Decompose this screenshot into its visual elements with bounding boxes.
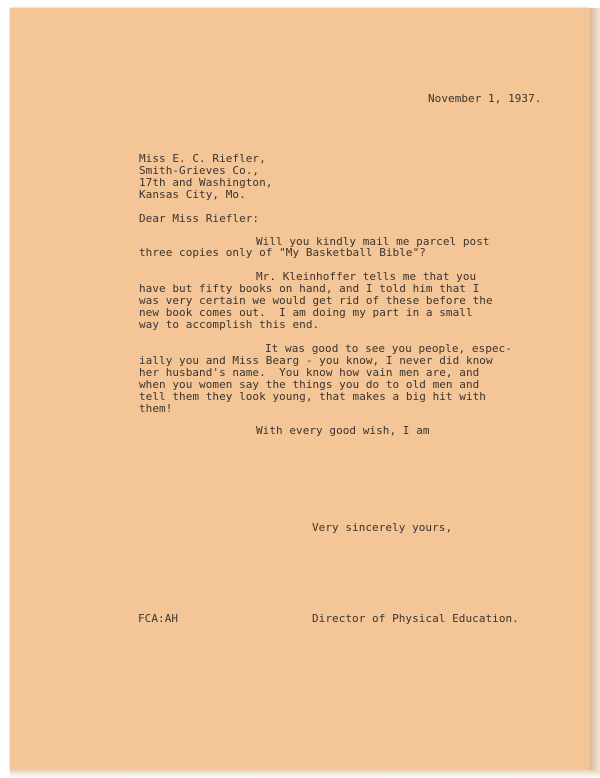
paragraph-3-line: her husband's name. You know how vain men are, and (139, 366, 480, 379)
paragraph-2-line: way to accomplish this end. (139, 318, 320, 331)
salutation: Dear Miss Riefler: (139, 212, 260, 225)
paragraph-2-line: new book comes out. I am doing my part in a small (139, 306, 473, 319)
address-line: Smith-Grieves Co., (139, 164, 260, 177)
paragraph-1-line: three copies only of "My Basketball Bible"? (139, 246, 426, 259)
address-line: Miss E. C. Riefler, (139, 152, 266, 165)
signature-title: Director of Physical Education. (312, 612, 519, 625)
reference-initials: FCA:AH (138, 612, 179, 625)
paragraph-3-line: ially you and Miss Bearg - you know, I never did know (139, 354, 493, 367)
page-edge-shadow (590, 8, 600, 778)
paragraph-1-line: Will you kindly mail me parcel post (256, 235, 490, 248)
paragraph-3-line: It was good to see you people, espec- (265, 342, 512, 355)
paragraph-2-line: was very certain we would get rid of these before the (139, 294, 493, 307)
address-line: Kansas City, Mo. (139, 188, 246, 201)
paragraph-3-line: when you women say the things you do to old men and (139, 378, 480, 391)
paragraph-2-line: have but fifty books on hand, and I told him that I (139, 282, 480, 295)
address-line: 17th and Washington, (139, 176, 273, 189)
page-bottom-edge (10, 770, 600, 778)
good-wish-line: With every good wish, I am (256, 424, 430, 437)
complimentary-closing: Very sincerely yours, (312, 521, 453, 534)
letter-date: November 1, 1937. (428, 92, 542, 105)
paragraph-3-line: tell them they look young, that makes a big hit with (139, 390, 486, 403)
paragraph-3-line: them! (139, 402, 173, 415)
paragraph-2-line: Mr. Kleinhoffer tells me that you (256, 270, 477, 283)
